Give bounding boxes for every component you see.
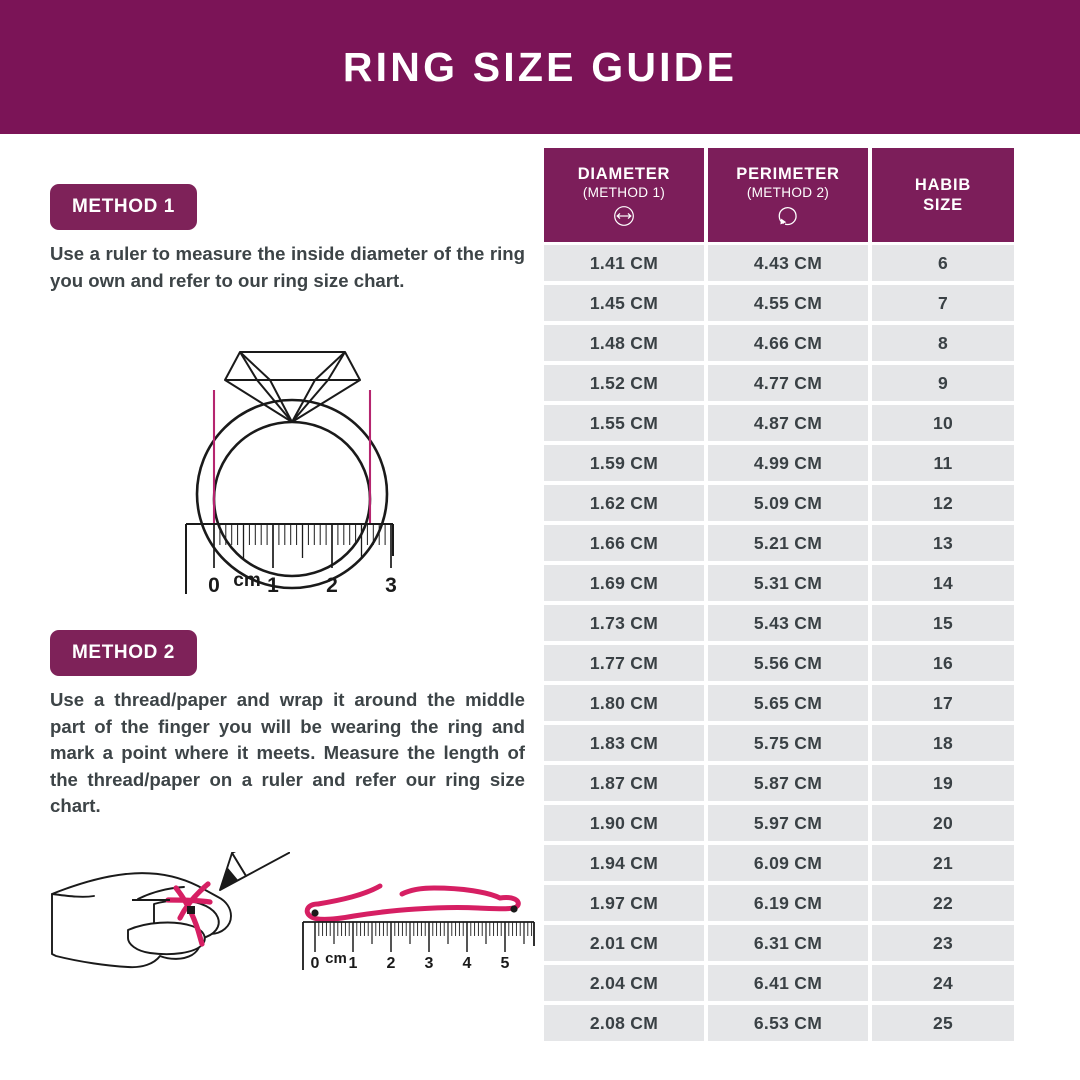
cell-habib-size: 25 — [872, 1005, 1014, 1041]
method-1-description: Use a ruler to measure the inside diameter of the ring you own and refer to our ring size chart. — [50, 243, 525, 291]
cell-perimeter: 6.19 CM — [708, 885, 868, 921]
cell-perimeter: 5.75 CM — [708, 725, 868, 761]
table-row — [544, 885, 1014, 921]
column-header-diameter-title: DIAMETER — [577, 164, 671, 183]
ring-size-table — [544, 148, 1014, 1045]
cell-habib-size: 6 — [872, 245, 1014, 281]
cell-diameter: 1.69 CM — [544, 565, 704, 601]
cell-habib-size: 17 — [872, 685, 1014, 721]
ruler2-label-0: 0 — [310, 955, 320, 972]
cell-habib-size: 15 — [872, 605, 1014, 641]
table-row — [544, 605, 1014, 641]
page-title: RING SIZE GUIDE — [342, 43, 738, 90]
cell-perimeter: 6.53 CM — [708, 1005, 868, 1041]
cell-perimeter: 5.31 CM — [708, 565, 868, 601]
column-header-perimeter — [708, 148, 868, 242]
table-row — [544, 445, 1014, 481]
cell-diameter: 1.94 CM — [544, 845, 704, 881]
table-row — [544, 525, 1014, 561]
cell-perimeter: 4.66 CM — [708, 325, 868, 361]
cell-diameter: 1.80 CM — [544, 685, 704, 721]
ruler2-label-3: 3 — [424, 955, 434, 972]
cell-perimeter: 5.21 CM — [708, 525, 868, 561]
method-2-badge-container — [50, 630, 197, 676]
column-header-diameter-subtitle: (METHOD 1) — [582, 184, 666, 200]
column-header-perimeter-subtitle: (METHOD 2) — [746, 184, 830, 200]
method-2-description: Use a thread/paper and wrap it around the middle part of the finger you will be wearing the ring and mark a point where it meets. Measure the length of the thread/paper on a ruler and refer our ring size chart. — [50, 689, 525, 816]
cell-habib-size: 16 — [872, 645, 1014, 681]
table-row — [544, 645, 1014, 681]
cell-habib-size: 20 — [872, 805, 1014, 841]
cell-perimeter: 5.87 CM — [708, 765, 868, 801]
method-1-badge-container — [50, 184, 197, 230]
cell-perimeter: 5.65 CM — [708, 685, 868, 721]
cell-habib-size: 8 — [872, 325, 1014, 361]
cell-habib-size: 12 — [872, 485, 1014, 521]
column-header-diameter — [544, 148, 704, 242]
cell-habib-size: 24 — [872, 965, 1014, 1001]
page-header-banner — [0, 0, 1080, 134]
ruler-label-0: 0 — [208, 574, 220, 597]
hand-with-thread-diagram — [50, 852, 290, 987]
table-body — [544, 245, 1014, 1041]
cell-perimeter: 5.97 CM — [708, 805, 868, 841]
method-2-badge: METHOD 2 — [50, 630, 197, 676]
table-row — [544, 1005, 1014, 1041]
thread-end-mark-left — [311, 909, 318, 916]
cell-habib-size: 21 — [872, 845, 1014, 881]
cell-habib-size: 11 — [872, 445, 1014, 481]
table-row — [544, 725, 1014, 761]
ruler-label-2: 2 — [326, 574, 338, 597]
table-row — [544, 325, 1014, 361]
cell-perimeter: 6.31 CM — [708, 925, 868, 961]
table-row — [544, 805, 1014, 841]
ruler2-label-4: 4 — [462, 955, 472, 972]
table-row — [544, 965, 1014, 1001]
ruler2-label-2: 2 — [386, 955, 396, 972]
column-header-habib-title: HABIB — [914, 176, 972, 194]
cell-diameter: 1.73 CM — [544, 605, 704, 641]
column-header-habib-size — [872, 148, 1014, 242]
column-header-habib-subtitle: SIZE — [923, 196, 963, 214]
ruler2-label-1: 1 — [348, 955, 358, 972]
cell-diameter: 1.52 CM — [544, 365, 704, 401]
table-row — [544, 685, 1014, 721]
cell-diameter: 1.45 CM — [544, 285, 704, 321]
table-row — [544, 765, 1014, 801]
cell-diameter: 1.55 CM — [544, 405, 704, 441]
cell-diameter: 1.62 CM — [544, 485, 704, 521]
ruler-label-1: 1 — [267, 574, 279, 597]
cell-diameter: 2.08 CM — [544, 1005, 704, 1041]
table-row — [544, 285, 1014, 321]
cell-habib-size: 19 — [872, 765, 1014, 801]
cell-perimeter: 6.41 CM — [708, 965, 868, 1001]
table-row — [544, 405, 1014, 441]
cell-habib-size: 9 — [872, 365, 1014, 401]
cell-diameter: 1.83 CM — [544, 725, 704, 761]
cell-perimeter: 6.09 CM — [708, 845, 868, 881]
cell-diameter: 1.59 CM — [544, 445, 704, 481]
cell-habib-size: 13 — [872, 525, 1014, 561]
cell-diameter: 1.48 CM — [544, 325, 704, 361]
cell-habib-size: 10 — [872, 405, 1014, 441]
cell-habib-size: 7 — [872, 285, 1014, 321]
cell-habib-size: 22 — [872, 885, 1014, 921]
ruler2-label-cm: cm — [325, 950, 347, 967]
cell-perimeter: 4.77 CM — [708, 365, 868, 401]
cell-habib-size: 18 — [872, 725, 1014, 761]
method-1-badge: METHOD 1 — [50, 184, 197, 230]
cell-diameter: 1.66 CM — [544, 525, 704, 561]
ruler-label-cm: cm — [233, 570, 261, 591]
table-row — [544, 845, 1014, 881]
table-row — [544, 245, 1014, 281]
table-header-row — [544, 148, 1014, 242]
cell-perimeter: 4.99 CM — [708, 445, 868, 481]
table-row — [544, 925, 1014, 961]
cell-diameter: 1.41 CM — [544, 245, 704, 281]
thread-on-ruler-diagram — [302, 864, 547, 976]
cell-habib-size: 23 — [872, 925, 1014, 961]
circular-arrow-icon — [775, 205, 801, 227]
cell-perimeter: 5.43 CM — [708, 605, 868, 641]
cell-diameter: 1.97 CM — [544, 885, 704, 921]
cell-perimeter: 5.56 CM — [708, 645, 868, 681]
methods-column — [50, 134, 528, 1080]
circle-with-double-arrow-icon — [611, 205, 637, 227]
cell-diameter: 2.01 CM — [544, 925, 704, 961]
cell-diameter: 1.87 CM — [544, 765, 704, 801]
cell-diameter: 1.77 CM — [544, 645, 704, 681]
ruler2-label-5: 5 — [500, 955, 510, 972]
table-row — [544, 365, 1014, 401]
cell-habib-size: 14 — [872, 565, 1014, 601]
cell-diameter: 1.90 CM — [544, 805, 704, 841]
cell-perimeter: 5.09 CM — [708, 485, 868, 521]
cell-perimeter: 4.55 CM — [708, 285, 868, 321]
table-row — [544, 485, 1014, 521]
cell-diameter: 2.04 CM — [544, 965, 704, 1001]
column-header-perimeter-title: PERIMETER — [736, 164, 840, 183]
ring-on-ruler-diagram — [185, 324, 430, 609]
cell-perimeter: 4.43 CM — [708, 245, 868, 281]
cell-perimeter: 4.87 CM — [708, 405, 868, 441]
ruler-label-3: 3 — [385, 574, 397, 597]
thread-end-mark-right — [510, 905, 517, 912]
thread-mark-dot — [187, 906, 195, 914]
table-row — [544, 565, 1014, 601]
